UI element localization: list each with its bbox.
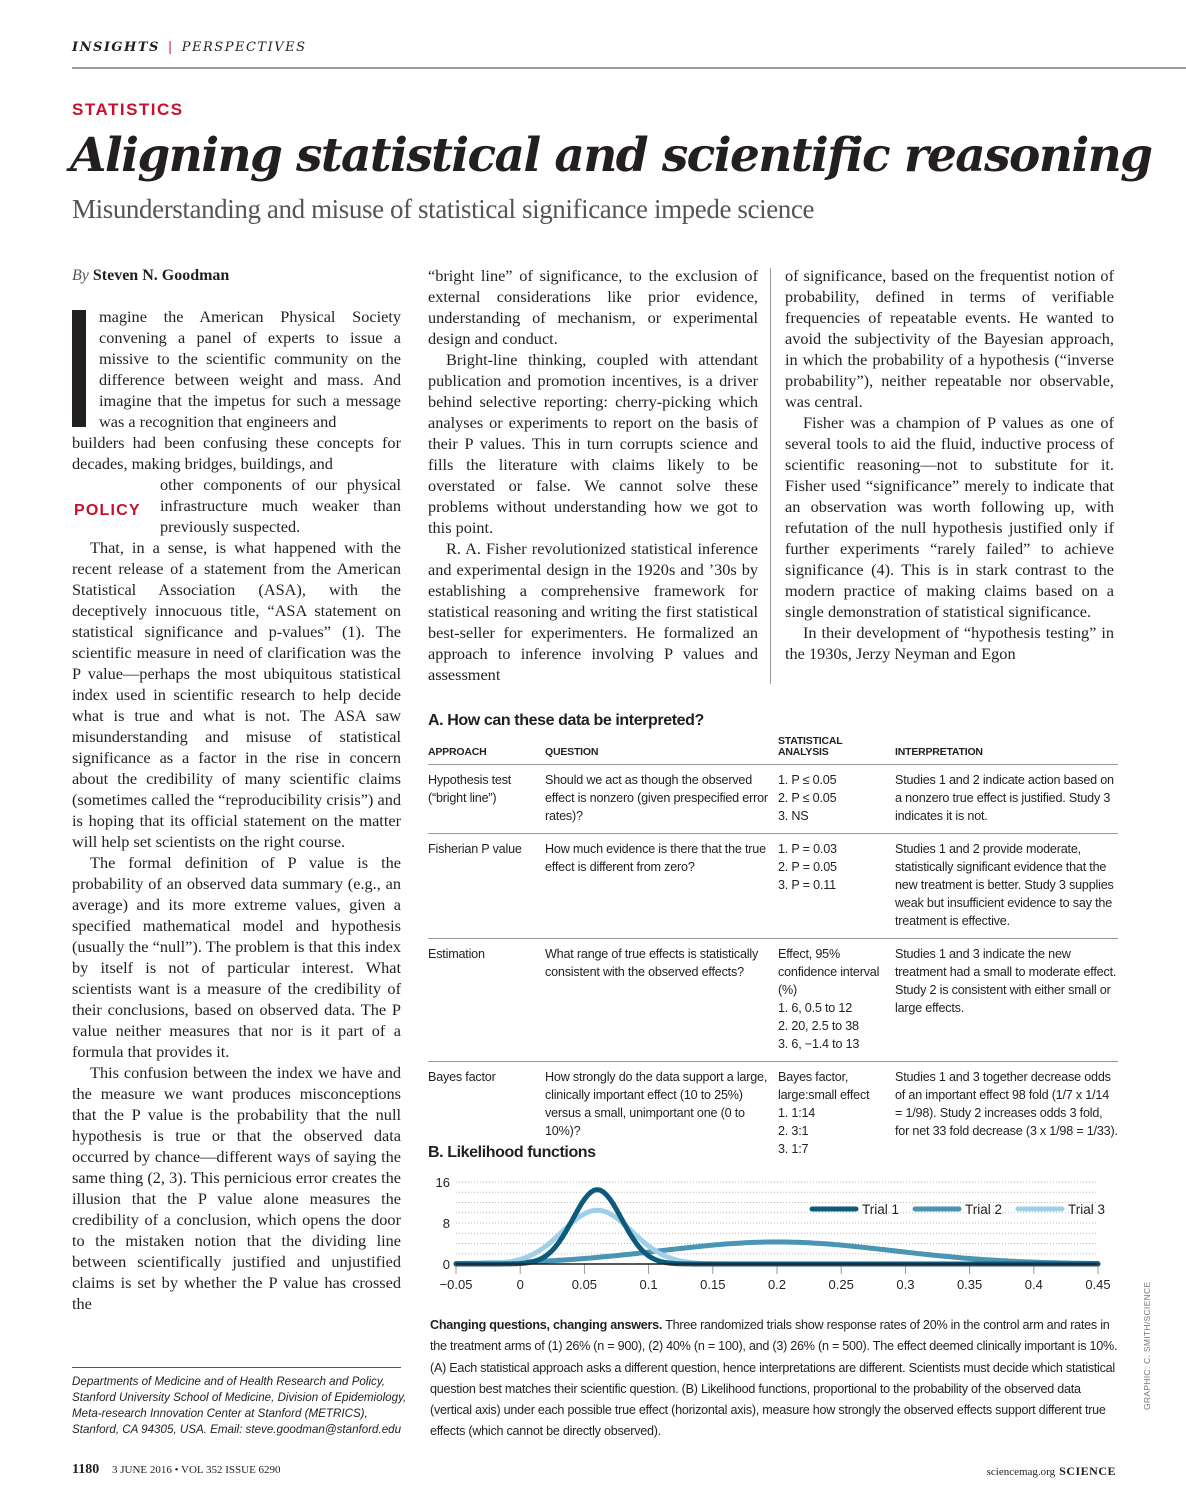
paragraph: Bright-line thinking, coupled with attendant publication and promotion incentives, is a driver behind selective reporting: cherry-picking which analyses or experiments to report on the basis of their P values. This in turn corrupts science and fills the literature with claims likely to be overstated or false. We cannot solve these problems without understanding how we got to this point. [428, 350, 758, 537]
paragraph: This confusion between the index we have and the measure we want produces misconceptions that the P value is the probability that the null hypothesis is true or that the observed data occurred by chance—different ways of saying the same thing (2, 3). This pernicious error creates the illusion that the P value alone measures the credibility of a conclusion, which opens the door to the mistaken notion that the dividing line between scientifically justified and unjustified claims is set by whether the P value has crossed the [72, 1063, 401, 1313]
table-row [428, 834, 1118, 939]
byline [72, 265, 401, 286]
cell-question: How much evidence is there that the true effect is different from zero? [545, 834, 778, 939]
cell-approach: Hypothesis test (“bright line”) [428, 765, 545, 834]
chart-title: B. Likelihood functions [428, 1144, 596, 1161]
x-tick-label: 0.25 [828, 1277, 854, 1292]
paragraph: “bright line” of significance, to the exclusion of external considerations like prior evidence, understanding of mechanism, or experimental design and conduct. [428, 266, 758, 348]
page-number: 1180 [72, 1462, 100, 1477]
paragraph: Fisher was a champion of P values as one of several tools to aid the fluid, inductive process of scientific reasoning—not to substitute for it. Fisher used “significance” merely to indicate that an observation was worth following up, with refutation of the null hypothesis justified only if further experiments “rarely failed” to achieve significance (4). This is in stark contrast to the modern practice of making claims based on a single demonstration of statistical significance. [785, 413, 1114, 621]
table-title: A. How can these data be interpreted? [428, 712, 704, 729]
x-tick-label: 0.2 [767, 1277, 787, 1292]
affiliation-rule [72, 1367, 401, 1368]
legend-label: Trial 2 [965, 1202, 1003, 1217]
legend-label: Trial 1 [862, 1202, 900, 1217]
author-name: Steven N. Goodman [92, 267, 230, 284]
x-tick-label: 0.15 [700, 1277, 726, 1292]
running-header [72, 40, 307, 55]
cell-analysis [778, 1062, 895, 1159]
dropcap-letter-i [72, 310, 86, 427]
curve-trial-3 [456, 1210, 1098, 1264]
journal-name: SCIENCE [1059, 1464, 1116, 1478]
x-tick-label: 0.35 [956, 1277, 983, 1292]
policy-label: POLICY [74, 502, 141, 519]
x-tick-label: −0.05 [439, 1277, 473, 1292]
cell-approach: Fisherian P value [428, 834, 545, 939]
x-tick-label: 0.3 [896, 1277, 915, 1292]
cell-question: How strongly do the data support a large, clinically important effect (10 to 25%) versus a small, unimportant one (0 to 10%)? [545, 1070, 768, 1138]
x-tick-label: 0.45 [1085, 1277, 1111, 1292]
analysis-line: 2. P = 0.05 [778, 860, 837, 874]
table-row [428, 939, 1118, 1062]
paragraph: of significance, based on the frequentist notion of probability, defined in terms of verifiable frequencies of repeatable events. He wanted to avoid the subjectivity of the Bayesian approach, in which the probability of a hypothesis (“inverse probability”), neither repeatable nor observable, was central. [785, 266, 1114, 411]
paragraph: In their development of “hypothesis testing” in the 1930s, Jerzy Neyman and Egon [785, 623, 1114, 663]
analysis-line: 3. P = 0.11 [778, 878, 836, 892]
article-subtitle: Misunderstanding and misuse of statistical significance impede science [72, 194, 815, 224]
analysis-line: 1. P ≤ 0.05 [778, 773, 837, 787]
figure-panel-a [428, 712, 1118, 1158]
analysis-line: 3. 6, −1.4 to 13 [778, 1037, 860, 1051]
column-divider [770, 268, 771, 684]
text-column-3 [785, 265, 1114, 664]
section-label: INSIGHTS [72, 40, 160, 55]
text-column-2 [428, 265, 758, 685]
cell-approach: Bayes factor [428, 1070, 496, 1084]
paragraph: That, in a sense, is what happened with the recent release of a statement from the American Statistical Association (ASA), with the deceptively innocuous title, “ASA statement on statistical significance and p-values” (1). The scientific measure in need of clarification was the P value—perhaps the most ubiquitous statistical index used in scientific research to help decide what is true and what is not. The ASA saw misunderstanding and misuse of statistical significance as a factor in the rise in concern about the credibility of many scientific claims (sometimes called the “reproducibility crisis”) and is hoping that its official statement on the matter will help set scientists on the right course. [72, 538, 401, 851]
interpretation-table [428, 736, 1118, 1158]
cell-question: What range of true effects is statistically consistent with the observed effects? [545, 939, 778, 1062]
column-header-analysis [778, 736, 895, 765]
x-tick-label: 0.1 [639, 1277, 658, 1292]
lead-paragraph [72, 306, 401, 474]
analysis-line: 2. 3:1 [778, 1124, 809, 1138]
cell-analysis [778, 834, 895, 939]
header-separator: | [167, 40, 174, 55]
author-affiliation: Departments of Medicine and of Health Research and Policy, Stanford University School of Medicine, Division of Epidemiology, Meta-research Innovation Center at Stanford (METRICS), Stanford, CA 94305, USA. Email: steve.goodman@stanford.edu [72, 1375, 407, 1436]
graphic-credit: GRAPHIC: C. SMITH/SCIENCE [1142, 1281, 1152, 1410]
likelihood-chart [428, 1168, 1118, 1298]
legend-label: Trial 3 [1068, 1202, 1106, 1217]
analysis-line: 1. 1:14 [778, 1106, 816, 1120]
cell-interpretation: Studies 1 and 3 together decrease odds of an important effect 98 fold (1/7 x 1/14 = 1/98). Study 2 increases odds 3 fold, for net 33 fold decrease (3 x 1/98 = 1/33). [895, 1070, 1118, 1138]
analysis-subheader: Effect, 95% confidence interval (%) [778, 947, 880, 997]
lead-continuation: builders had been confusing these concepts for decades, making bridges, buildings, and [72, 433, 401, 473]
analysis-line: 3. NS [778, 809, 809, 823]
column-header-interpretation: INTERPRETATION [895, 736, 1118, 765]
table-row [428, 765, 1118, 834]
analysis-line: 1. 6, 0.5 to 12 [778, 1001, 853, 1015]
cell-interpretation: Studies 1 and 3 indicate the new treatment had a small to moderate effect. Study 2 is consistent with either small or large effects. [895, 939, 1118, 1062]
page-footer [72, 1462, 1116, 1478]
column-header-analysis-label: STATISTICAL ANALYSIS [778, 735, 843, 758]
x-tick-label: 0.4 [1024, 1277, 1043, 1292]
policy-adjacent-text: other components of our physical infrastructure much weaker than previously suspected. [160, 475, 401, 536]
dropcap-text: magine the American Physical Society convening a panel of experts to issue a missive to the scientific community on the difference between weight and mass. And imagine that the impetus for such a message was a recognition that engineers and [99, 307, 401, 431]
analysis-line: 2. P ≤ 0.05 [778, 791, 837, 805]
figure-caption [430, 1315, 1120, 1443]
issue-info: 3 JUNE 2016 • VOL 352 ISSUE 6290 [111, 1464, 281, 1476]
cell-interpretation: Studies 1 and 2 indicate action based on a nonzero true effect is justified. Study 3 indicates it is not. [895, 765, 1118, 834]
footer-right [987, 1464, 1116, 1479]
y-tick-label: 8 [442, 1216, 450, 1231]
paragraph: The formal definition of P value is the probability of an observed data summary (e.g., an average) and its more extreme values, given a specified mathematical model and hypothesis (usually the “null”). The problem is that this index by itself is not of particular interest. What scientists want is a measure of the credibility of their conclusions, based on observed data. The P value neither measures that nor is it part of a formula that provides it. [72, 853, 401, 1061]
caption-body: Three randomized trials show response rates of 20% in the control arm and rates in the treatment arms of (1) 26% (n = 900), (2) 40% (n = 100), and (3) 26% (n = 500). The effect deemed clinically important is 10%. (A) Each statistical approach asks a different question, hence interpretations are different. Scientists must decide which statistical question best matches their scientific question. (B) Likelihood functions, proportional to the probability of the observed data (vertical axis) under each possible true effect (horizontal axis), measure how strongly the observed effects support different true effects (which cannot be directly observed). [430, 1318, 1118, 1439]
text-column-1 [72, 265, 401, 1314]
article-title: Aligning statistical and scientific reasoning [70, 128, 1152, 183]
column-header-question: QUESTION [545, 736, 778, 765]
article-kicker: STATISTICS [72, 100, 184, 119]
analysis-line: 1. P = 0.03 [778, 842, 837, 856]
y-tick-label: 0 [442, 1257, 450, 1272]
policy-block [72, 474, 401, 537]
cell-interpretation: Studies 1 and 2 provide moderate, statistically significant evidence that the new treatment is better. Study 3 supplies weak but insufficient evidence to say the treatment is effective. [895, 834, 1118, 939]
site-link[interactable]: sciencemag.org [986, 1466, 1056, 1478]
byline-prefix: By [72, 267, 89, 284]
analysis-line: 3. 1:7 [778, 1142, 809, 1156]
paragraph: R. A. Fisher revolutionized statistical inference and experimental design in the 1920s and ’30s by establishing a comprehensive framework for statistical reasoning and writing the first statistical best-seller for experimenters. He formalized an approach to inference involving P values and assessment [428, 539, 758, 684]
cell-analysis [778, 939, 895, 1062]
column-header-approach: APPROACH [428, 736, 545, 765]
analysis-line: 2. 20, 2.5 to 38 [778, 1019, 859, 1033]
x-tick-label: 0.05 [571, 1277, 598, 1292]
curve-trial-1 [456, 1190, 1098, 1264]
analysis-subheader: Bayes factor, large:small effect [778, 1070, 870, 1102]
x-tick-label: 0 [516, 1277, 524, 1292]
cell-analysis [778, 765, 895, 834]
caption-lead: Changing questions, changing answers. [430, 1318, 663, 1332]
cell-approach: Estimation [428, 939, 545, 1062]
subsection-label: PERSPECTIVES [181, 40, 307, 55]
y-tick-label: 16 [435, 1175, 450, 1190]
header-rule [72, 67, 1186, 69]
cell-question: Should we act as though the observed effect is nonzero (given prespecified error rates)? [545, 765, 778, 834]
table-header-row [428, 736, 1118, 765]
